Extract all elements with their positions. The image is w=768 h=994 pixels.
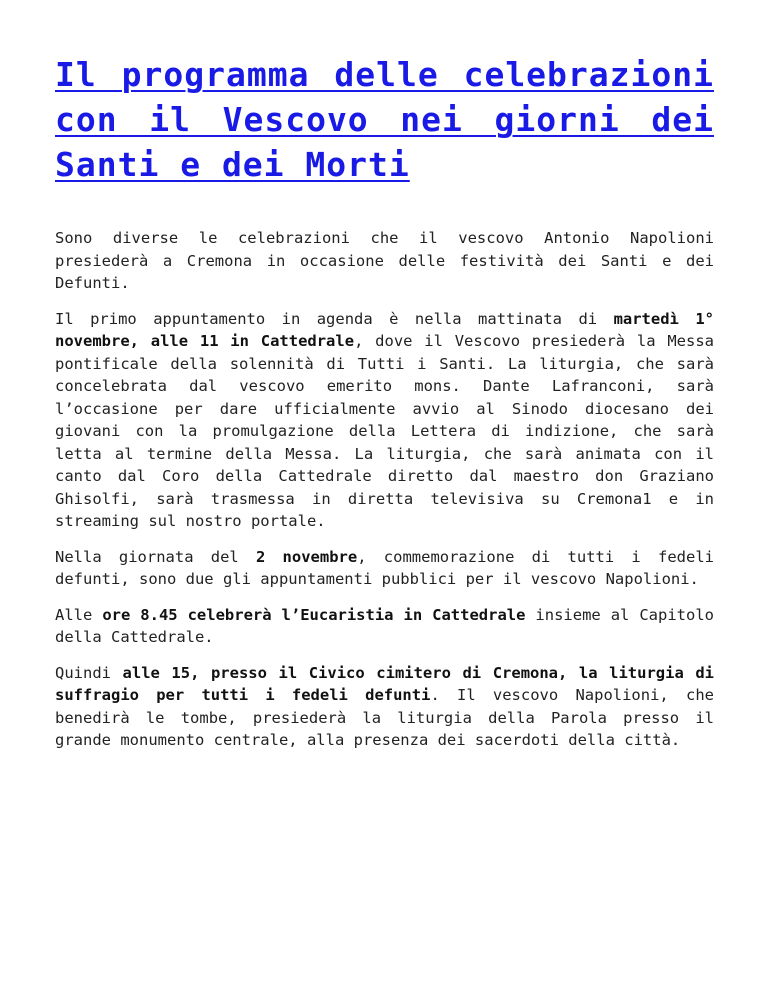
- text-segment: Quindi: [55, 663, 123, 682]
- text-segment: Il primo appuntamento in agenda è nella mattinata di: [55, 309, 614, 328]
- text-segment: , commemorazione di tutti i fedeli defunti, sono due gli appuntamenti pubblici per il vescovo Napolioni.: [55, 547, 714, 588]
- paragraph-november-2: [55, 546, 714, 591]
- text-segment: Nella giornata del: [55, 547, 256, 566]
- text-segment: . Il vescovo Napolioni, che benedirà le tombe, presiederà la liturgia della Parola presso il grande monumento centrale, alla presenza dei sacerdoti della città.: [55, 686, 714, 749]
- text-segment: , dove il Vescovo presiederà la Messa pontificale della solennità di Tutti i Santi. La liturgia, che sarà concelebrata dal vescovo emerito mons. Dante Lafranconi, sarà l’occasione per dare ufficialmente avvio al Sinodo diocesano dei giovani con la promulgazione della Lettera di indizione, che sarà letta al termine della Messa. La liturgia, che sarà animata con il canto dal Coro della Cattedrale diretto dal maestro don Graziano Ghisolfi, sarà trasmessa in diretta televisiva su Cremona1 e in streaming sul nostro portale.: [55, 332, 714, 530]
- paragraph-cemetery-liturgy: [55, 662, 714, 752]
- text-segment: Alle: [55, 605, 103, 624]
- bold-segment: alle 15, presso il Civico cimitero di Cremona, la liturgia di suffragio per tutti i fedeli defunti: [55, 663, 714, 704]
- paragraph-intro: Sono diverse le celebrazioni che il vescovo Antonio Napolioni presiederà a Cremona in occasione delle festività dei Santi e dei Defunti.: [55, 229, 714, 292]
- paragraph-morning-mass: [55, 604, 714, 649]
- article-body: [55, 227, 714, 752]
- article-title: [55, 52, 714, 187]
- bold-segment: martedì 1° novembre, alle 11 in Cattedrale: [55, 309, 714, 350]
- paragraph-first-appointment: [55, 308, 714, 533]
- bold-segment: ore 8.45 celebrerà l’Eucaristia in Cattedrale: [102, 605, 526, 624]
- text-segment: insieme al Capitolo della Cattedrale.: [55, 605, 714, 646]
- bold-segment: 2 novembre: [256, 547, 358, 566]
- article-title-link[interactable]: Il programma delle celebrazioni con il Vescovo nei giorni dei Santi e dei Morti: [55, 55, 714, 184]
